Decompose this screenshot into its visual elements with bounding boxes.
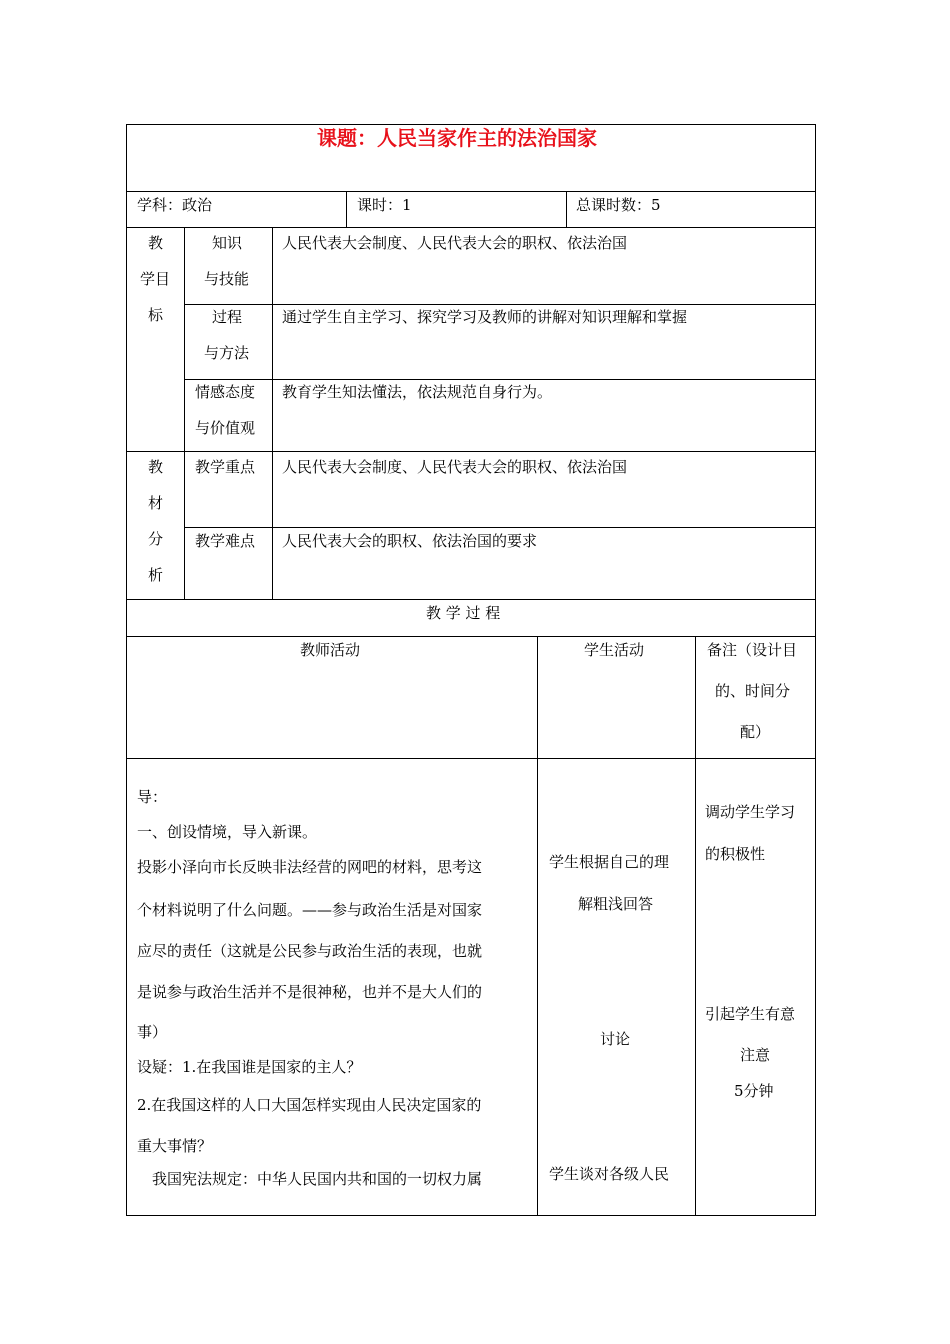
note-line: 的积极性 (705, 845, 766, 863)
goals-group-cell (126, 227, 185, 452)
emotion-text: 教育学生知法懂法，依法规范自身行为。 (282, 383, 553, 401)
emotion-label-1: 情感态度 (195, 383, 256, 401)
hours-label: 课时：1 (357, 196, 412, 214)
teacher-line: 个材料说明了什么问题。——参与政治生活是对国家 (137, 901, 483, 919)
student-content-cell (537, 758, 696, 1216)
knowledge-label-1: 知识 (212, 234, 243, 252)
process-label-2: 与方法 (204, 344, 250, 362)
analysis-group-label-4: 析 (148, 566, 164, 584)
page-title: 课题：人民当家作主的法治国家 (317, 126, 597, 150)
note-line: 5分钟 (734, 1082, 774, 1100)
analysis-group-label-1: 教 (148, 458, 164, 476)
notes-content-cell (695, 758, 816, 1216)
student-line: 讨论 (600, 1030, 631, 1048)
teacher-line: 投影小泽向市长反映非法经营的网吧的材料，思考这 (137, 858, 483, 876)
teacher-line: 2.在我国这样的人口大国怎样实现由人民决定国家的 (137, 1096, 482, 1114)
student-activity-header: 学生活动 (584, 641, 645, 659)
process-text: 通过学生自主学习、探究学习及教师的讲解对知识理解和掌握 (282, 308, 688, 326)
notes-header-2: 的、时间分 (715, 682, 791, 700)
goals-group-label-3: 标 (148, 306, 164, 324)
analysis-group-label-2: 材 (148, 494, 164, 512)
goals-group-label-1: 教 (148, 234, 164, 252)
student-line: 解粗浅回答 (578, 895, 654, 913)
difficult-points-text: 人民代表大会的职权、依法治国的要求 (282, 532, 538, 550)
knowledge-text: 人民代表大会制度、人民代表大会的职权、依法治国 (282, 234, 628, 252)
total-hours-label: 总课时数：5 (576, 196, 661, 214)
student-line: 学生谈对各级人民 (549, 1165, 670, 1183)
teacher-line: 我国宪法规定：中华人民国内共和国的一切权力属 (137, 1170, 483, 1188)
emotion-label-2: 与价值观 (195, 419, 256, 437)
notes-header-3: 配） (740, 723, 771, 741)
subject-label: 学科：政治 (137, 196, 213, 214)
teacher-line: 导： (137, 788, 168, 806)
note-line: 引起学生有意 (705, 1005, 796, 1023)
knowledge-label-2: 与技能 (204, 270, 250, 288)
process-label-1: 过程 (212, 308, 243, 326)
note-line: 调动学生学习 (705, 803, 796, 821)
teacher-line: 是说参与政治生活并不是很神秘，也并不是大人们的 (137, 983, 483, 1001)
teacher-line: 重大事情？ (137, 1137, 213, 1155)
note-line: 注意 (740, 1046, 771, 1064)
difficult-points-label: 教学难点 (195, 532, 256, 550)
analysis-group-label-3: 分 (148, 530, 164, 548)
teacher-line: 设疑：1.在我国谁是国家的主人？ (137, 1058, 362, 1076)
key-points-text: 人民代表大会制度、人民代表大会的职权、依法治国 (282, 458, 628, 476)
notes-header-1: 备注（设计目 (707, 641, 798, 659)
teacher-activity-header: 教师活动 (300, 641, 361, 659)
student-line: 学生根据自己的理 (549, 853, 670, 871)
teacher-line: 应尽的责任（这就是公民参与政治生活的表现，也就 (137, 942, 483, 960)
goals-group-label-2: 学目 (140, 270, 171, 288)
process-header: 教 学 过 程 (426, 604, 501, 622)
key-points-label: 教学重点 (195, 458, 256, 476)
teacher-line: 事） (137, 1023, 168, 1041)
teacher-line: 一、创设情境，导入新课。 (137, 823, 318, 841)
